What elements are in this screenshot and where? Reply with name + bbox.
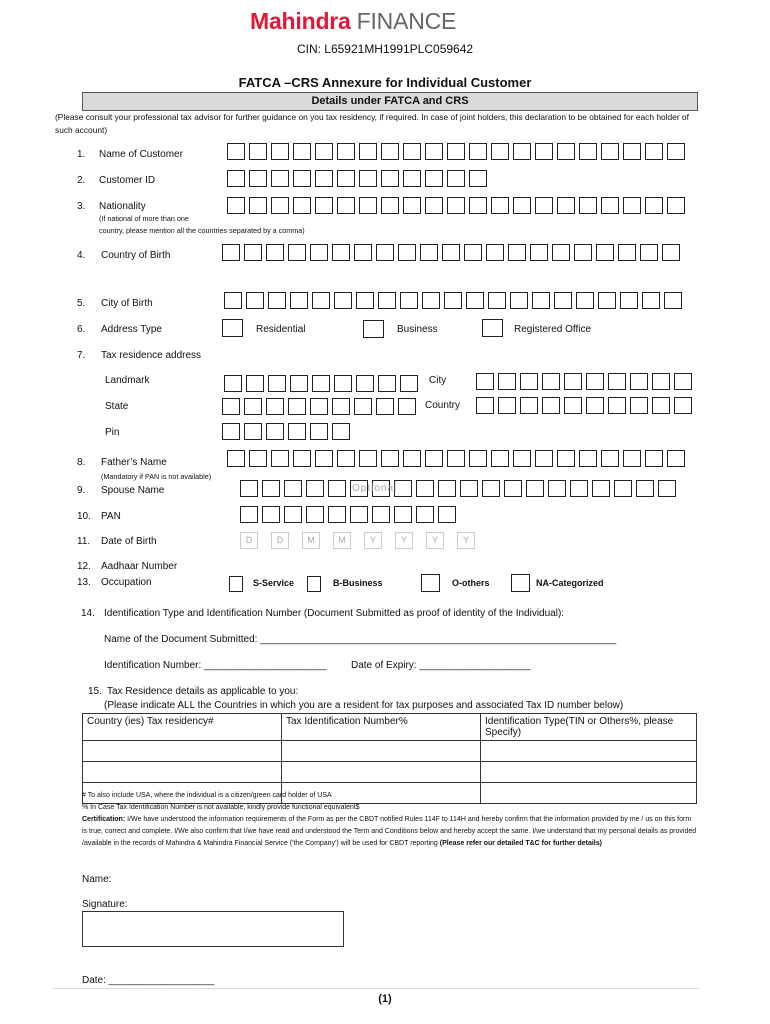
char-box[interactable] <box>614 480 632 497</box>
certification-body: I/We have understood the information requirements of the Form as per the CBDT notified Rules 114F to 114H and hereby confirm that the information provided by me / us on this form is true, correct and complete. I/We also confirm that I/we have read and understood the Term and Conditions below and hereby accept the same. I/we understand that my personal details as provided /available in the records of Mahindra & Mahindra Financial Service ('the Company') will be used for CBDT reporting <box>82 816 697 847</box>
char-box[interactable] <box>576 292 594 309</box>
field-num: 4. <box>77 250 86 261</box>
field-num: 6. <box>77 324 86 335</box>
char-box[interactable] <box>667 197 685 214</box>
char-box[interactable] <box>520 397 538 414</box>
na-categorized-label: NA-Categorized <box>536 578 604 588</box>
char-box[interactable] <box>608 397 626 414</box>
registered-office-label: Registered Office <box>514 324 592 335</box>
field-num: 1. <box>77 149 86 160</box>
business-checkbox[interactable] <box>363 320 384 338</box>
dob-char-box[interactable]: M <box>302 532 320 549</box>
certification-tail: (Please refer our detailed T&C for further details) <box>439 840 602 847</box>
field-num: 10. <box>77 511 91 522</box>
fathers-name-label: Father’s Name <box>101 457 167 468</box>
char-box[interactable] <box>268 375 286 392</box>
residential-checkbox[interactable] <box>222 319 243 337</box>
char-box[interactable] <box>227 170 245 187</box>
char-box[interactable] <box>640 244 658 261</box>
char-box[interactable] <box>498 397 516 414</box>
landmark-label: Landmark <box>105 375 150 386</box>
field-num: 12. <box>77 561 91 572</box>
char-box[interactable] <box>315 197 333 214</box>
dob-char-box[interactable]: Y <box>364 532 382 549</box>
char-box[interactable] <box>249 450 267 467</box>
char-box[interactable] <box>227 197 245 214</box>
char-box[interactable] <box>381 450 399 467</box>
char-box[interactable] <box>442 244 460 261</box>
char-box[interactable] <box>667 143 685 160</box>
service-checkbox[interactable] <box>229 576 243 592</box>
char-box[interactable] <box>658 480 676 497</box>
field-num: 2. <box>77 175 86 186</box>
nationality-note: country, please mention all the countries separated by a comma) <box>99 226 305 235</box>
char-box[interactable] <box>579 197 597 214</box>
char-box[interactable] <box>222 423 240 440</box>
char-box[interactable] <box>425 197 443 214</box>
char-box[interactable] <box>469 143 487 160</box>
char-box[interactable] <box>504 480 522 497</box>
char-box[interactable] <box>244 423 262 440</box>
char-box[interactable] <box>447 197 465 214</box>
char-box[interactable] <box>271 197 289 214</box>
char-box[interactable] <box>645 450 663 467</box>
char-box[interactable] <box>542 373 560 390</box>
char-box[interactable] <box>315 450 333 467</box>
tax-address-label: Tax residence address <box>101 350 202 361</box>
dob-char-box[interactable]: D <box>271 532 289 549</box>
char-box[interactable] <box>224 375 242 392</box>
char-box[interactable] <box>328 506 346 523</box>
char-box[interactable] <box>447 170 465 187</box>
table-cell[interactable] <box>481 741 697 762</box>
char-box[interactable] <box>271 450 289 467</box>
residential-label: Residential <box>256 324 306 335</box>
char-box[interactable] <box>359 143 377 160</box>
char-box[interactable] <box>403 450 421 467</box>
char-box[interactable] <box>334 292 352 309</box>
na-categorized-checkbox[interactable] <box>511 574 530 592</box>
nationality-note: (If national of more than one <box>99 214 189 223</box>
char-box[interactable] <box>642 292 660 309</box>
char-box[interactable] <box>332 398 350 415</box>
char-box[interactable] <box>570 480 588 497</box>
char-box[interactable] <box>574 244 592 261</box>
logo-suffix: FINANCE <box>356 8 457 34</box>
char-box[interactable] <box>337 170 355 187</box>
char-box[interactable] <box>513 143 531 160</box>
field-num: 9. <box>77 485 86 496</box>
char-box[interactable] <box>312 292 330 309</box>
char-box[interactable] <box>557 450 575 467</box>
char-box[interactable] <box>620 292 638 309</box>
char-box[interactable] <box>444 292 462 309</box>
char-box[interactable] <box>598 292 616 309</box>
char-box[interactable] <box>400 292 418 309</box>
business-label: Business <box>397 324 438 335</box>
footnote-hash: # To also include USA, where the individual is a citizen/green card holder of USA <box>82 792 332 799</box>
others-checkbox[interactable] <box>421 574 440 592</box>
char-box[interactable] <box>623 450 641 467</box>
char-box[interactable] <box>266 244 284 261</box>
footer-divider <box>52 988 700 989</box>
char-box[interactable] <box>601 143 619 160</box>
char-box[interactable] <box>645 197 663 214</box>
identification-number-field[interactable]: Identification Number: ______________________ <box>104 660 327 671</box>
char-box[interactable] <box>469 450 487 467</box>
char-box[interactable] <box>359 450 377 467</box>
char-box[interactable] <box>491 450 509 467</box>
char-box[interactable] <box>623 143 641 160</box>
char-box[interactable] <box>579 450 597 467</box>
document-name-field[interactable]: Name of the Document Submitted: ________________________________________________________________ <box>104 634 617 645</box>
char-box[interactable] <box>378 375 396 392</box>
company-logo <box>250 8 456 35</box>
spouse-name-label: Spouse Name <box>101 485 165 496</box>
char-box[interactable] <box>266 398 284 415</box>
char-box[interactable] <box>557 143 575 160</box>
char-box[interactable] <box>557 197 575 214</box>
char-box[interactable] <box>425 143 443 160</box>
city-boxes[interactable] <box>476 373 696 390</box>
char-box[interactable] <box>542 397 560 414</box>
char-box[interactable] <box>312 375 330 392</box>
char-box[interactable] <box>403 197 421 214</box>
section-title: Details under FATCA and CRS <box>82 92 698 111</box>
char-box[interactable] <box>306 506 324 523</box>
char-box[interactable] <box>447 450 465 467</box>
char-box[interactable] <box>488 292 506 309</box>
service-label: S-Service <box>253 578 295 588</box>
table-header-cell: Tax Identification Number% <box>282 714 481 741</box>
char-box[interactable] <box>394 506 412 523</box>
char-box[interactable] <box>652 373 670 390</box>
char-box[interactable] <box>398 244 416 261</box>
char-box[interactable] <box>315 170 333 187</box>
char-box[interactable] <box>535 197 553 214</box>
char-box[interactable] <box>608 373 626 390</box>
state-label: State <box>105 401 129 412</box>
char-box[interactable] <box>334 375 352 392</box>
dob-char-box[interactable]: D <box>240 532 258 549</box>
state-boxes[interactable] <box>222 398 420 415</box>
char-box[interactable] <box>293 450 311 467</box>
char-box[interactable] <box>438 506 456 523</box>
char-box[interactable] <box>227 450 245 467</box>
char-box[interactable] <box>284 506 302 523</box>
char-box[interactable] <box>532 292 550 309</box>
tax-residence-label: Tax Residence details as applicable to you: <box>107 686 299 697</box>
char-box[interactable] <box>447 143 465 160</box>
char-box[interactable] <box>266 423 284 440</box>
country-of-birth-boxes[interactable] <box>222 244 684 261</box>
landmark-boxes[interactable] <box>224 375 422 392</box>
intro-note: (Please consult your professional tax advisor for further guidance on you tax residency, if required. In case of joint holders, this declaration to be obtained for each holder of such account) <box>55 112 689 135</box>
char-box[interactable] <box>491 197 509 214</box>
char-box[interactable] <box>510 292 528 309</box>
form-title: FATCA –CRS Annexure for Individual Customer <box>238 75 532 90</box>
customer-id-label: Customer ID <box>99 175 156 186</box>
char-box[interactable] <box>222 398 240 415</box>
cin-number: CIN: L65921MH1991PLC059642 <box>296 42 474 56</box>
pan-boxes[interactable] <box>240 506 460 523</box>
char-box[interactable] <box>636 480 654 497</box>
table-cell[interactable] <box>481 783 697 804</box>
char-box[interactable] <box>271 170 289 187</box>
char-box[interactable] <box>416 506 434 523</box>
dob-char-box[interactable]: Y <box>457 532 475 549</box>
char-box[interactable] <box>466 292 484 309</box>
name-boxes[interactable] <box>227 143 689 160</box>
char-box[interactable] <box>535 450 553 467</box>
pin-boxes[interactable] <box>222 423 354 440</box>
char-box[interactable] <box>486 244 504 261</box>
business-occupation-checkbox[interactable] <box>307 576 321 592</box>
char-box[interactable] <box>359 197 377 214</box>
table-row <box>83 741 697 762</box>
char-box[interactable] <box>244 398 262 415</box>
field-num: 5. <box>77 298 86 309</box>
dob-label: Date of Birth <box>101 536 157 547</box>
table-row <box>83 762 697 783</box>
char-box[interactable] <box>630 373 648 390</box>
char-box[interactable] <box>482 480 500 497</box>
dob-char-box[interactable]: M <box>333 532 351 549</box>
char-box[interactable] <box>460 480 478 497</box>
char-box[interactable] <box>290 375 308 392</box>
char-box[interactable] <box>381 170 399 187</box>
footnote-percent: % In Case Tax Identification Number is not available, kindly provide functional equivalent$ <box>82 804 360 811</box>
pin-label: Pin <box>105 427 120 438</box>
char-box[interactable] <box>332 423 350 440</box>
field-num: 13. <box>77 577 91 588</box>
char-box[interactable] <box>293 197 311 214</box>
char-box[interactable] <box>249 143 267 160</box>
address-type-label: Address Type <box>101 324 162 335</box>
char-box[interactable] <box>618 244 636 261</box>
char-box[interactable] <box>403 170 421 187</box>
char-box[interactable] <box>601 450 619 467</box>
char-box[interactable] <box>526 480 544 497</box>
spouse-name-placeholder: Optional <box>352 483 398 494</box>
char-box[interactable] <box>337 450 355 467</box>
name-label: Name of Customer <box>99 149 183 160</box>
char-box[interactable] <box>337 143 355 160</box>
city-label: City <box>429 375 447 386</box>
table-header-cell: Country (ies) Tax residency# <box>83 714 282 741</box>
char-box[interactable] <box>372 506 390 523</box>
date-field[interactable]: Date: ___________________ <box>82 975 215 986</box>
char-box[interactable] <box>513 450 531 467</box>
field-num: 15. <box>88 686 102 697</box>
char-box[interactable] <box>420 244 438 261</box>
char-box[interactable] <box>513 197 531 214</box>
char-box[interactable] <box>491 143 509 160</box>
char-box[interactable] <box>337 197 355 214</box>
char-box[interactable] <box>381 143 399 160</box>
logo-brand: Mahindra <box>250 8 351 34</box>
char-box[interactable] <box>310 423 328 440</box>
tax-residence-sub: (Please indicate ALL the Countries in which you are a resident for tax purposes and associated Tax ID number below) <box>104 700 624 711</box>
table-cell[interactable] <box>83 741 282 762</box>
field-num: 3. <box>77 201 86 212</box>
char-box[interactable] <box>381 197 399 214</box>
nationality-label: Nationality <box>99 201 146 212</box>
char-box[interactable] <box>674 397 692 414</box>
identification-label: Identification Type and Identification Number (Document Submitted as proof of identity of the Individual): <box>104 608 565 619</box>
char-box[interactable] <box>664 292 682 309</box>
char-box[interactable] <box>469 170 487 187</box>
table-cell[interactable] <box>481 762 697 783</box>
char-box[interactable] <box>425 170 443 187</box>
pan-label: PAN <box>101 511 121 522</box>
char-box[interactable] <box>376 244 394 261</box>
char-box[interactable] <box>623 197 641 214</box>
char-box[interactable] <box>548 480 566 497</box>
char-box[interactable] <box>425 450 443 467</box>
spouse-name-boxes[interactable] <box>240 480 680 497</box>
certification-text <box>82 814 697 850</box>
occupation-label: Occupation <box>101 577 152 588</box>
char-box[interactable] <box>224 292 242 309</box>
char-box[interactable] <box>249 197 267 214</box>
char-box[interactable] <box>356 292 374 309</box>
char-box[interactable] <box>564 373 582 390</box>
dob-char-box[interactable]: Y <box>426 532 444 549</box>
char-box[interactable] <box>564 397 582 414</box>
char-box[interactable] <box>222 244 240 261</box>
char-box[interactable] <box>579 143 597 160</box>
char-box[interactable] <box>674 373 692 390</box>
signature-label: Signature: <box>82 899 128 910</box>
char-box[interactable] <box>306 480 324 497</box>
char-box[interactable] <box>476 373 494 390</box>
char-box[interactable] <box>268 292 286 309</box>
char-box[interactable] <box>586 397 604 414</box>
char-box[interactable] <box>508 244 526 261</box>
field-num: 7. <box>77 350 86 361</box>
page-number: (1) <box>378 993 392 1005</box>
char-box[interactable] <box>586 373 604 390</box>
char-box[interactable] <box>332 244 350 261</box>
table-header-row <box>83 714 697 741</box>
dob-char-box[interactable]: Y <box>395 532 413 549</box>
registered-office-checkbox[interactable] <box>482 319 503 337</box>
char-box[interactable] <box>271 143 289 160</box>
char-box[interactable] <box>520 373 538 390</box>
char-box[interactable] <box>630 397 648 414</box>
char-box[interactable] <box>476 397 494 414</box>
city-of-birth-label: City of Birth <box>101 298 153 309</box>
char-box[interactable] <box>315 143 333 160</box>
table-cell[interactable] <box>83 762 282 783</box>
table-cell[interactable] <box>282 762 481 783</box>
char-box[interactable] <box>249 170 267 187</box>
char-box[interactable] <box>246 375 264 392</box>
char-box[interactable] <box>310 398 328 415</box>
table-header-cell: Identification Type(TIN or Others%, please Specify) <box>481 714 697 741</box>
char-box[interactable] <box>645 143 663 160</box>
char-box[interactable] <box>240 506 258 523</box>
char-box[interactable] <box>376 398 394 415</box>
char-box[interactable] <box>592 480 610 497</box>
char-box[interactable] <box>288 423 306 440</box>
char-box[interactable] <box>240 480 258 497</box>
char-box[interactable] <box>498 373 516 390</box>
char-box[interactable] <box>288 244 306 261</box>
char-box[interactable] <box>652 397 670 414</box>
char-box[interactable] <box>246 292 264 309</box>
signature-box[interactable] <box>82 911 344 947</box>
char-box[interactable] <box>422 292 440 309</box>
char-box[interactable] <box>403 143 421 160</box>
char-box[interactable] <box>244 244 262 261</box>
char-box[interactable] <box>284 480 302 497</box>
field-num: 8. <box>77 457 86 468</box>
char-box[interactable] <box>662 244 680 261</box>
char-box[interactable] <box>310 244 328 261</box>
aadhaar-label: Aadhaar Number <box>101 561 178 572</box>
char-box[interactable] <box>262 506 280 523</box>
char-box[interactable] <box>359 170 377 187</box>
char-box[interactable] <box>354 398 372 415</box>
char-box[interactable] <box>262 480 280 497</box>
char-box[interactable] <box>596 244 614 261</box>
char-box[interactable] <box>469 197 487 214</box>
char-box[interactable] <box>554 292 572 309</box>
char-box[interactable] <box>288 398 306 415</box>
fathers-name-note: (Mandatory if PAN is not available) <box>101 472 212 481</box>
char-box[interactable] <box>354 244 372 261</box>
certification-label: Certification: <box>82 816 126 823</box>
char-box[interactable] <box>293 170 311 187</box>
char-box[interactable] <box>227 143 245 160</box>
customer-id-boxes[interactable] <box>227 170 491 187</box>
char-box[interactable] <box>416 480 434 497</box>
char-box[interactable] <box>350 506 368 523</box>
char-box[interactable] <box>290 292 308 309</box>
field-num: 11. <box>77 536 91 547</box>
char-box[interactable] <box>530 244 548 261</box>
others-label: O-others <box>452 578 490 588</box>
country-boxes[interactable] <box>476 397 696 414</box>
char-box[interactable] <box>328 480 346 497</box>
fathers-name-boxes[interactable] <box>227 450 689 467</box>
country-of-birth-label: Country of Birth <box>101 250 171 261</box>
char-box[interactable] <box>535 143 553 160</box>
char-box[interactable] <box>378 292 396 309</box>
char-box[interactable] <box>438 480 456 497</box>
char-box[interactable] <box>601 197 619 214</box>
business-occupation-label: B-Business <box>333 578 383 588</box>
table-cell[interactable] <box>282 741 481 762</box>
field-num: 14. <box>81 608 95 619</box>
char-box[interactable] <box>400 375 418 392</box>
nationality-boxes[interactable] <box>227 197 689 214</box>
char-box[interactable] <box>398 398 416 415</box>
char-box[interactable] <box>464 244 482 261</box>
char-box[interactable] <box>667 450 685 467</box>
char-box[interactable] <box>356 375 374 392</box>
country-label: Country <box>425 400 461 411</box>
char-box[interactable] <box>552 244 570 261</box>
char-box[interactable] <box>293 143 311 160</box>
dob-boxes[interactable] <box>240 532 488 549</box>
date-of-expiry-field[interactable]: Date of Expiry: ____________________ <box>351 660 531 671</box>
city-of-birth-boxes[interactable] <box>224 292 686 309</box>
name-sign-label: Name: <box>82 874 112 885</box>
